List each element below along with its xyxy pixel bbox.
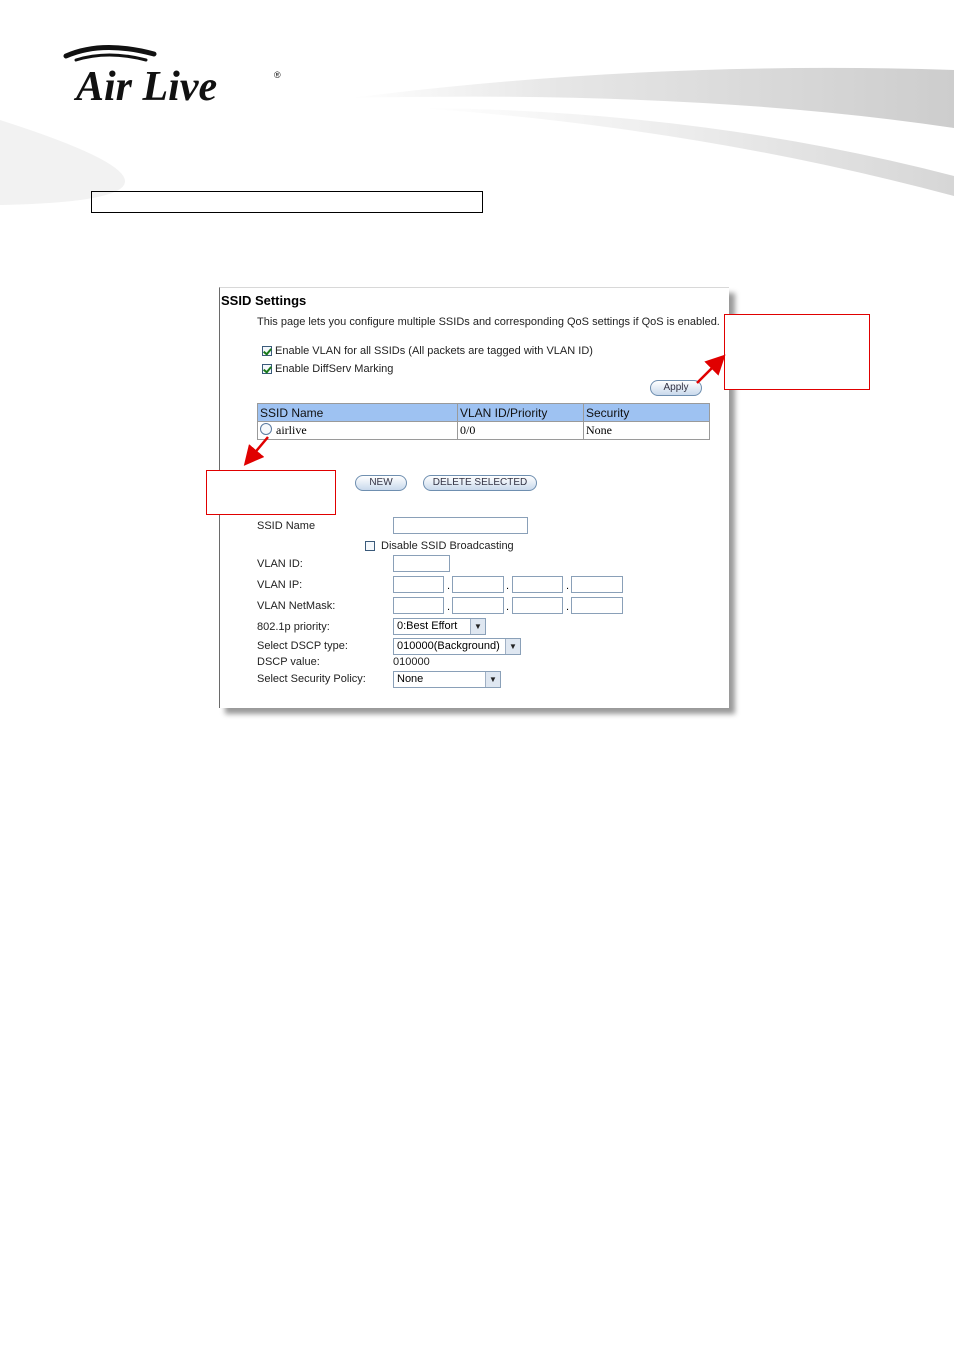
vlan-ip-label: VLAN IP:	[257, 579, 303, 591]
enable-diffserv-label: Enable DiffServ Marking	[275, 363, 394, 375]
enable-vlan-label: Enable VLAN for all SSIDs (All packets are tagged with VLAN ID)	[275, 345, 593, 357]
ssid-table	[257, 403, 710, 440]
dropdown-arrow-icon: ▼	[485, 672, 500, 687]
svg-text:®: ®	[274, 70, 281, 80]
disable-broadcast-checkbox[interactable]	[365, 541, 375, 551]
apply-callout-box	[724, 314, 870, 390]
column-header: VLAN ID/Priority	[458, 404, 584, 422]
vlan-id-input[interactable]	[393, 555, 450, 572]
section-heading-box	[91, 191, 483, 213]
disable-broadcast-label: Disable SSID Broadcasting	[381, 540, 514, 552]
dscp-type-label: Select DSCP type:	[257, 640, 348, 652]
vlan-ip-octet-4[interactable]	[571, 576, 623, 593]
new-button[interactable]: NEW	[355, 475, 407, 491]
vlan-netmask-octet-2[interactable]	[452, 597, 504, 614]
vlan-ip-octet-3[interactable]	[512, 576, 563, 593]
vlan-ip-octet-1[interactable]	[393, 576, 444, 593]
dropdown-arrow-icon: ▼	[470, 619, 485, 634]
dscp-value-label: DSCP value:	[257, 656, 320, 668]
vlan-ip-octet-2[interactable]	[452, 576, 504, 593]
vlan-priority-cell: 0/0	[458, 422, 584, 440]
ssid-name-input[interactable]	[393, 517, 528, 534]
ssid-name-cell: airlive	[276, 423, 307, 437]
delete-selected-button[interactable]: DELETE SELECTED	[423, 475, 537, 491]
logo-wordmark: Air Live	[76, 64, 218, 110]
enable-diffserv-checkbox[interactable]	[262, 364, 272, 374]
ssid-name-label: SSID Name	[257, 520, 316, 532]
priority-label: 802.1p priority:	[257, 621, 330, 633]
radio-icon[interactable]	[260, 423, 272, 435]
vlan-netmask-label: VLAN NetMask:	[257, 600, 336, 612]
panel-title: SSID Settings	[221, 293, 307, 308]
panel-description: This page lets you configure multiple SSIDs and corresponding QoS settings if QoS is enabled.	[257, 316, 720, 328]
airlive-logo	[62, 42, 292, 112]
dscp-type-select[interactable]: 010000(Background) ▼	[393, 638, 521, 655]
column-header: Security	[584, 404, 710, 422]
vlan-netmask-octet-4[interactable]	[571, 597, 623, 614]
security-policy-label: Select Security Policy:	[257, 673, 366, 685]
vlan-id-label: VLAN ID:	[257, 558, 303, 570]
priority-select[interactable]: 0:Best Effort ▼	[393, 618, 486, 635]
dscp-value: 010000	[393, 656, 430, 668]
column-header: SSID Name	[258, 404, 458, 422]
table-header-row	[258, 404, 710, 422]
vlan-netmask-octet-1[interactable]	[393, 597, 444, 614]
table-row	[258, 422, 710, 440]
ssid-settings-panel: SSID Settings This page lets you configure multiple SSIDs and corresponding QoS settings if QoS is enabled. Enable VLAN for all SSIDs (All packets are tagged with VLAN ID) Enable DiffServ Marking Apply SSID Name VLAN ID/Priority Security airlive 0/0 None NEW DELETE SELECTED SSID Name Disable SSID Broadcasting VLAN ID: VLAN IP: . . . VLAN NetMask: . . . 802.1p priority: 0:Best Effort ▼ Select DSCP type: 010000(Background) ▼ DSCP value: 010000 Select Security Policy: None ▼	[219, 287, 729, 708]
dropdown-arrow-icon: ▼	[505, 639, 520, 654]
vlan-netmask-octet-3[interactable]	[512, 597, 563, 614]
security-policy-select[interactable]: None ▼	[393, 671, 501, 688]
apply-button[interactable]: Apply	[650, 380, 702, 396]
enable-vlan-checkbox[interactable]	[262, 346, 272, 356]
security-cell: None	[584, 422, 710, 440]
select-callout-box	[206, 470, 336, 515]
